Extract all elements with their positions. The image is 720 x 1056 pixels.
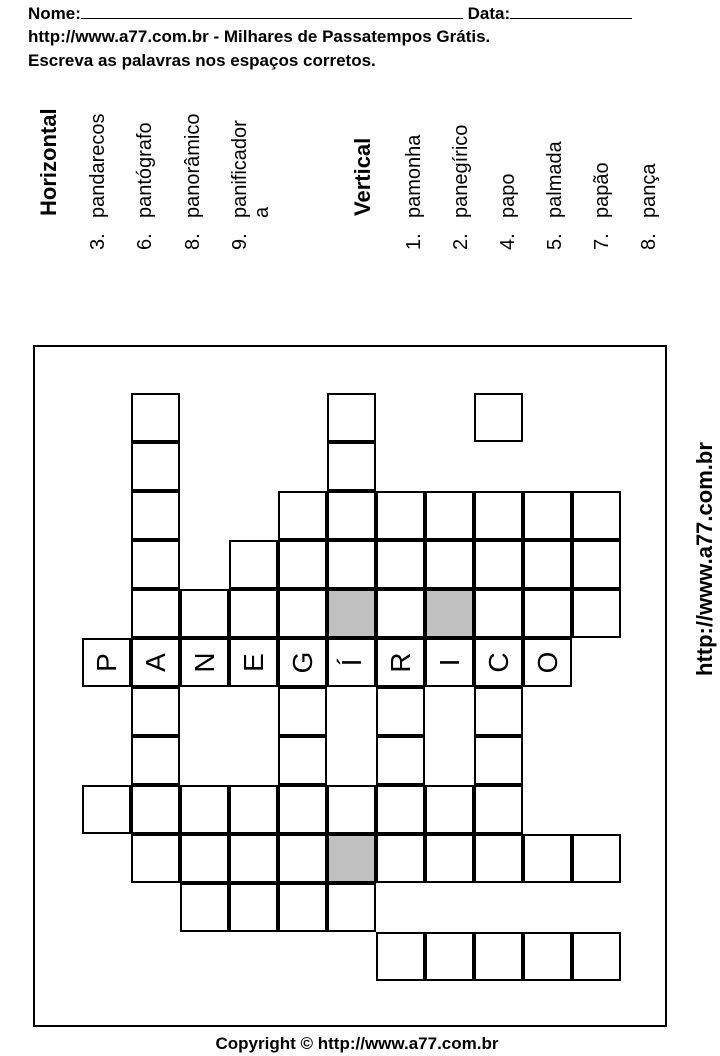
crossword-cell[interactable] [278, 785, 327, 834]
clue-v-2: 2.panegírico [450, 124, 472, 250]
crossword-cell[interactable] [474, 932, 523, 981]
crossword-cell[interactable] [229, 883, 278, 932]
revealed-letter: C [482, 652, 514, 673]
crossword-cell[interactable] [425, 491, 474, 540]
crossword-cell[interactable] [474, 540, 523, 589]
crossword-cell[interactable] [180, 834, 229, 883]
crossword-cell[interactable] [131, 491, 180, 540]
crossword-cell[interactable] [523, 540, 572, 589]
crossword-cell[interactable] [376, 638, 425, 687]
crossword-cell[interactable] [327, 540, 376, 589]
clue-h-8: 8.panorâmico [182, 113, 204, 250]
revealed-letter: A [139, 653, 171, 672]
clue-v-8: 8.pança [638, 163, 660, 250]
crossword-cell[interactable] [229, 638, 278, 687]
revealed-letter: E [237, 653, 269, 672]
crossword-cell[interactable] [131, 393, 180, 442]
clue-v-4: 4.papo [497, 173, 519, 250]
crossword-cell[interactable] [376, 834, 425, 883]
crossword-cell[interactable] [327, 393, 376, 442]
crossword-cell[interactable] [278, 589, 327, 638]
crossword-cell[interactable] [572, 932, 621, 981]
clue-v-7: 7.papão [591, 162, 613, 250]
crossword-cell[interactable] [474, 736, 523, 785]
clue-v-1: 1.pamonha [403, 134, 425, 250]
crossword-cell[interactable] [180, 785, 229, 834]
clue-v-5: 5.palmada [544, 141, 566, 250]
crossword-cell[interactable] [474, 834, 523, 883]
crossword-cell[interactable] [131, 540, 180, 589]
crossword-cell[interactable] [278, 540, 327, 589]
vertical-title: Vertical [350, 137, 375, 216]
instruction-line: Escreva as palavras nos espaços corretos. [28, 51, 376, 70]
clue-h-6: 6.pantógrafo [134, 122, 156, 250]
crossword-cell[interactable] [425, 785, 474, 834]
revealed-letter: Í [335, 658, 367, 667]
crossword-cell[interactable] [131, 834, 180, 883]
crossword-cell[interactable] [131, 687, 180, 736]
crossword-cell[interactable] [572, 589, 621, 638]
name-date-line [28, 3, 632, 24]
crossword-cell-shaded [425, 589, 474, 638]
crossword-cell-shaded [327, 834, 376, 883]
crossword-cell[interactable] [180, 883, 229, 932]
crossword-cell[interactable] [474, 687, 523, 736]
crossword-cell[interactable] [229, 540, 278, 589]
side-url: http://www.a77.com.br [692, 442, 717, 676]
crossword-cell[interactable] [523, 589, 572, 638]
crossword-cell[interactable] [376, 687, 425, 736]
crossword-cell[interactable] [278, 834, 327, 883]
crossword-cell[interactable] [425, 638, 474, 687]
crossword-cell[interactable] [425, 834, 474, 883]
crossword-cell[interactable] [327, 883, 376, 932]
clue-h-3: 3.pandarecos [87, 113, 109, 250]
crossword-cell[interactable] [572, 540, 621, 589]
crossword-cell[interactable] [425, 932, 474, 981]
crossword-cell[interactable] [572, 491, 621, 540]
crossword-cell[interactable] [474, 393, 523, 442]
crossword-cell[interactable] [82, 638, 131, 687]
crossword-cell[interactable] [278, 491, 327, 540]
crossword-cell[interactable] [523, 491, 572, 540]
clue-h-9: 9.panificador a [229, 120, 273, 250]
crossword-cell-shaded [327, 589, 376, 638]
revealed-letter: P [90, 653, 122, 672]
crossword-cell[interactable] [229, 834, 278, 883]
crossword-cell[interactable] [523, 638, 572, 687]
crossword-cell[interactable] [180, 638, 229, 687]
crossword-cell[interactable] [278, 687, 327, 736]
crossword-cell[interactable] [131, 638, 180, 687]
revealed-letter: N [188, 652, 220, 673]
crossword-cell[interactable] [474, 638, 523, 687]
crossword-cell[interactable] [229, 589, 278, 638]
crossword-cell[interactable] [376, 785, 425, 834]
crossword-cell[interactable] [523, 834, 572, 883]
revealed-letter: R [384, 652, 416, 673]
crossword-cell[interactable] [474, 491, 523, 540]
crossword-cell[interactable] [327, 442, 376, 491]
crossword-cell[interactable] [327, 785, 376, 834]
name-blank[interactable] [81, 3, 463, 19]
crossword-cell[interactable] [376, 540, 425, 589]
crossword-cell[interactable] [131, 785, 180, 834]
revealed-letter: O [531, 651, 563, 674]
site-line: http://www.a77.com.br - Milhares de Passatempos Grátis. [28, 27, 491, 46]
crossword-cell[interactable] [278, 883, 327, 932]
crossword-cell[interactable] [82, 785, 131, 834]
crossword-cell[interactable] [131, 589, 180, 638]
date-label: Data: [467, 4, 511, 23]
crossword-cell[interactable] [131, 442, 180, 491]
crossword-cell[interactable] [523, 932, 572, 981]
revealed-letter: I [433, 658, 465, 667]
crossword-cell[interactable] [327, 638, 376, 687]
crossword-cell[interactable] [131, 736, 180, 785]
horizontal-title: Horizontal [36, 108, 61, 216]
crossword-cell[interactable] [327, 491, 376, 540]
crossword-cell[interactable] [278, 638, 327, 687]
copyright: Copyright © http://www.a77.com.br [215, 1034, 499, 1053]
crossword-cell[interactable] [474, 785, 523, 834]
crossword-cell[interactable] [278, 736, 327, 785]
crossword-cell[interactable] [229, 785, 278, 834]
crossword-cell[interactable] [180, 589, 229, 638]
crossword-cell[interactable] [376, 736, 425, 785]
revealed-letter: G [286, 651, 318, 674]
crossword-cell[interactable] [376, 491, 425, 540]
crossword-cell[interactable] [376, 589, 425, 638]
date-blank[interactable] [510, 3, 632, 19]
crossword-cell[interactable] [572, 834, 621, 883]
crossword-cell[interactable] [474, 589, 523, 638]
crossword-cell[interactable] [376, 932, 425, 981]
crossword-cell[interactable] [425, 540, 474, 589]
name-label: Nome: [28, 4, 81, 23]
